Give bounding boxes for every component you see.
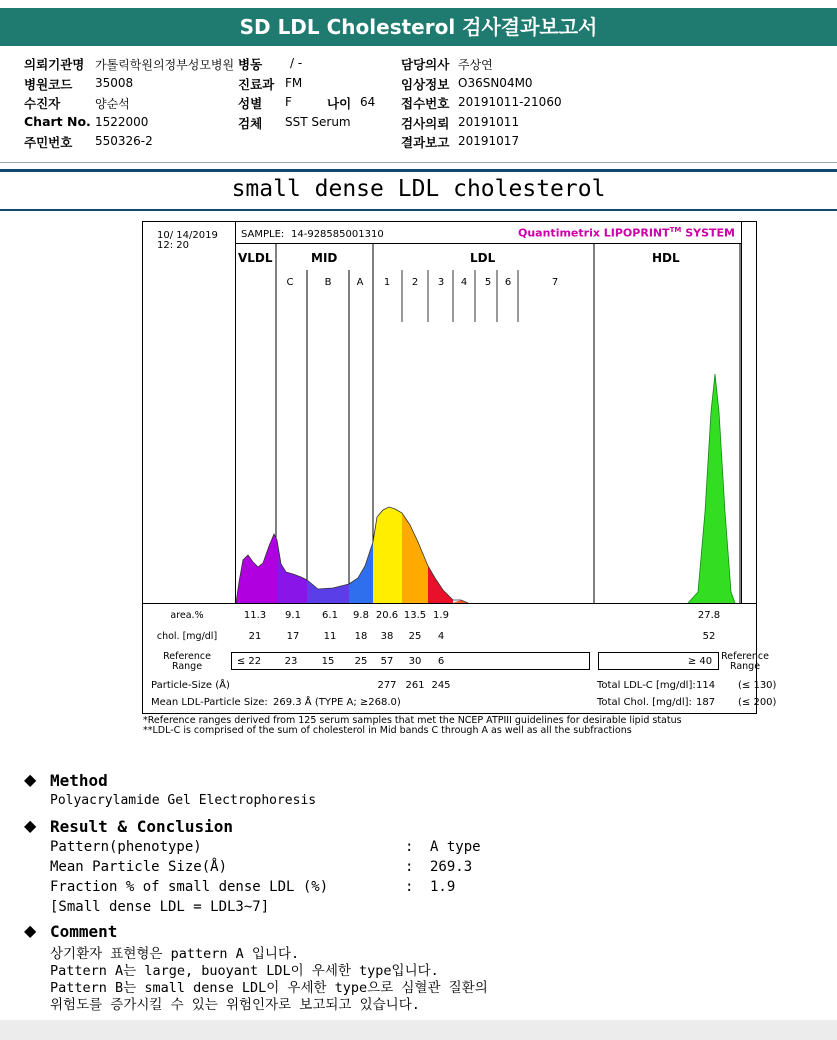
chol-value: 18 [354, 631, 368, 642]
divider [0, 209, 837, 211]
bottom-strip [0, 1020, 837, 1040]
method-heading: Method [50, 771, 108, 790]
sample-value: 14-928585001310 [291, 229, 384, 240]
comment-line: Pattern B는 small dense LDL이 우세한 type으로 심혈관 질환의 [50, 980, 488, 996]
total-ldl-value: 114 [696, 680, 716, 691]
ref-label-line: Range [171, 661, 203, 672]
info-label: 검체 [238, 116, 263, 131]
total-ldl-label: Total LDL-C [mg/dl]: [597, 680, 696, 691]
band-label: 3 [437, 277, 445, 288]
result-colon: : [405, 879, 414, 895]
age-value: 64 [360, 95, 376, 109]
result-label: Pattern(phenotype) [50, 839, 202, 855]
brand-tm: TM [669, 226, 682, 234]
result-label: Fraction % of small dense LDL (%) [50, 879, 329, 895]
band-label: 6 [504, 277, 512, 288]
ref-value: 30 [408, 656, 422, 667]
particle-value: 261 [405, 680, 425, 691]
comment-line: Pattern A는 large, buoyant LDL이 우세한 type입니다. [50, 963, 439, 979]
area-value: 20.6 [375, 610, 399, 621]
info-value: SST Serum [285, 115, 351, 129]
info-label: 접수번호 [401, 96, 450, 111]
band-label: 7 [551, 277, 559, 288]
particle-value: 245 [431, 680, 451, 691]
electrophoresis-chart [143, 222, 758, 603]
diamond-bullet-icon: ◆ [24, 816, 37, 835]
result-colon: : [405, 839, 414, 855]
footnote: *Reference ranges derived from 125 serum samples that met the NCEP ATPIII guidelines for desirable lipid status [143, 715, 682, 726]
total-chol-label: Total Chol. [mg/dl]: [597, 697, 692, 708]
band-label: 5 [484, 277, 492, 288]
info-label: 임상정보 [401, 77, 450, 92]
area-value: 1.9 [433, 610, 449, 621]
row-label-ref-right [721, 652, 769, 672]
info-value: 550326-2 [95, 134, 153, 148]
mean-value: 269.3 Å (TYPE A; ≥268.0) [273, 697, 401, 708]
report-date: 10/ 14/2019 [157, 230, 218, 241]
section-title: small dense LDL cholesterol [231, 176, 606, 202]
band-label: A [356, 277, 364, 288]
group-mid: MID [311, 251, 338, 265]
brand-text: Quantimetrix LIPOPRINT [518, 226, 670, 240]
row-label-area: area.% [170, 610, 204, 621]
area-value-hdl: 27.8 [697, 610, 721, 621]
info-label: 진료과 [238, 77, 275, 92]
chol-value-hdl: 52 [702, 631, 716, 642]
brand-suffix: SYSTEM [681, 226, 735, 240]
result-colon: : [405, 859, 414, 875]
info-value: 20191011 [458, 115, 520, 129]
info-label: 담당의사 [401, 57, 450, 72]
group-ldl: LDL [470, 251, 496, 265]
info-label: Chart No. [24, 114, 91, 129]
report-time: 12: 20 [157, 240, 189, 251]
info-value: FM [285, 76, 303, 90]
curve-vldl [236, 534, 277, 603]
chol-value: 25 [408, 631, 422, 642]
chol-value: 17 [286, 631, 300, 642]
chol-value: 11 [323, 631, 337, 642]
area-value: 13.5 [403, 610, 427, 621]
ref-value: 6 [437, 656, 445, 667]
band-label: C [286, 277, 294, 288]
curve-ldl1 [373, 507, 402, 603]
band-label: 2 [411, 277, 419, 288]
info-label: 의뢰기관명 [24, 57, 85, 72]
divider [0, 162, 837, 163]
info-label: 결과보고 [401, 135, 450, 150]
row-label-chol: chol. [mg/dl] [156, 631, 218, 642]
footnote: **LDL-C is comprised of the sum of cholesterol in Mid bands C through A as well as all the subfractions [143, 725, 632, 736]
group-vldl: VLDL [238, 251, 273, 265]
total-chol-value: 187 [696, 697, 716, 708]
band-label: B [324, 277, 332, 288]
result-value: 1.9 [430, 879, 456, 895]
particle-value: 277 [377, 680, 397, 691]
group-hdl: HDL [652, 251, 680, 265]
info-value: 양순석 [95, 97, 130, 111]
ref-label-line: Reference [163, 651, 211, 662]
sample-label: SAMPLE: [241, 229, 285, 240]
ref-value: 57 [380, 656, 394, 667]
comment-heading: Comment [50, 922, 118, 941]
band-label: 4 [460, 277, 468, 288]
total-chol-ref: (≤ 200) [738, 697, 777, 708]
chol-value: 21 [248, 631, 262, 642]
area-value: 6.1 [322, 610, 338, 621]
comment-line: 위험도를 증가시킬 수 있는 위험인자로 보고되고 있습니다. [50, 997, 420, 1013]
row-label-ref [143, 652, 231, 672]
ref-label-line: Range [729, 661, 761, 672]
result-value: A type [430, 839, 481, 855]
divider [143, 603, 756, 604]
ref-value: 23 [284, 656, 298, 667]
method-text: Polyacrylamide Gel Electrophoresis [50, 793, 317, 808]
divider [0, 169, 837, 172]
area-value: 11.3 [243, 610, 267, 621]
row-label-mean: Mean LDL-Particle Size: [151, 697, 268, 708]
info-value: / - [290, 56, 303, 70]
info-value: 20191011-21060 [458, 95, 562, 109]
result-note: [Small dense LDL = LDL3~7] [50, 899, 270, 915]
ref-value: 25 [354, 656, 368, 667]
total-ldl-ref: (≤ 130) [738, 680, 777, 691]
curve-ldl3 [428, 566, 453, 603]
info-value: O36SN04M0 [458, 76, 533, 90]
result-label: Mean Particle Size(Å) [50, 859, 228, 875]
info-value: F [285, 95, 292, 109]
result-heading: Result & Conclusion [50, 817, 234, 836]
info-label: 병동 [238, 57, 263, 72]
chol-value: 38 [380, 631, 394, 642]
diamond-bullet-icon: ◆ [24, 921, 37, 940]
info-value: 1522000 [95, 115, 149, 129]
ref-value: 15 [321, 656, 335, 667]
chol-value: 4 [437, 631, 445, 642]
ref-value-hdl: ≥ 40 [687, 656, 713, 667]
band-label: 1 [383, 277, 391, 288]
curve-mid-c [277, 540, 307, 603]
curve-mid-b [307, 580, 349, 603]
ref-value: ≤ 22 [236, 656, 262, 667]
info-value: 가톨릭학원의정부성모병원 [95, 58, 235, 72]
result-value: 269.3 [430, 859, 473, 875]
area-value: 9.1 [285, 610, 301, 621]
info-value: 35008 [95, 76, 134, 90]
info-label: 성별 [238, 96, 263, 111]
patient-info [0, 54, 837, 154]
info-value: 주상연 [458, 58, 493, 72]
page-title: SD LDL Cholesterol 검사결과보고서 [239, 15, 598, 39]
area-value: 9.8 [353, 610, 369, 621]
curve-ldl2 [402, 513, 428, 603]
info-label: 병원코드 [24, 77, 73, 92]
ref-label-line: Reference [721, 651, 769, 662]
info-label: 주민번호 [24, 135, 73, 150]
info-label: 검사의뢰 [401, 116, 450, 131]
age-label: 나이 [327, 96, 352, 111]
diamond-bullet-icon: ◆ [24, 770, 37, 789]
info-value: 20191017 [458, 134, 520, 148]
info-label: 수진자 [24, 96, 61, 111]
comment-line: 상기환자 표현형은 pattern A 입니다. [50, 946, 300, 962]
lipoprint-report [142, 221, 777, 714]
row-label-particle: Particle-Size (Å) [151, 680, 230, 691]
